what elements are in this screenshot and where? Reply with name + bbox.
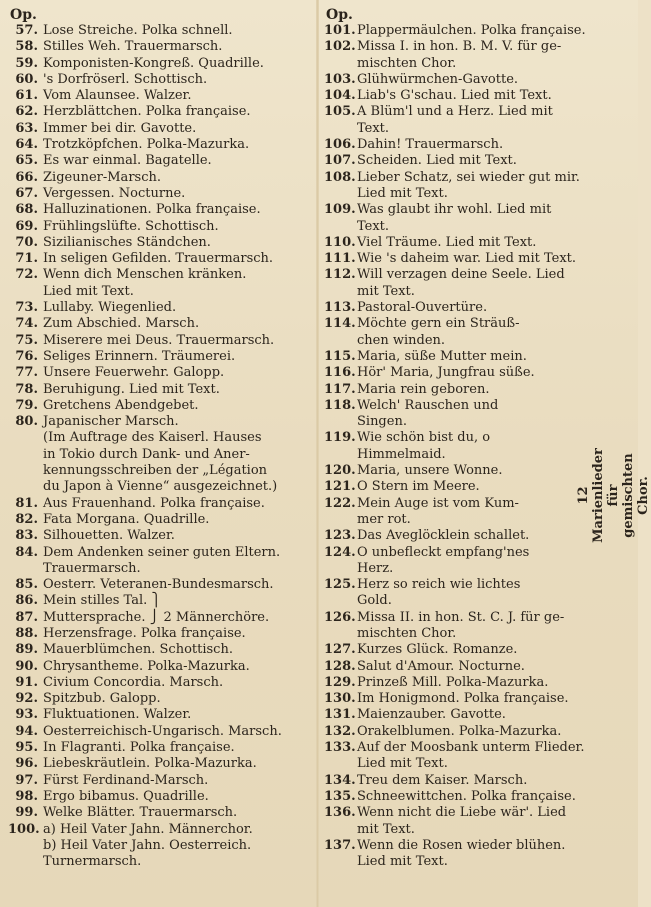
opus-title: Liebeskräutlein. Polka-Mazurka. — [43, 756, 257, 772]
opus-number: 95. — [15, 740, 38, 756]
column-divider — [316, 0, 319, 907]
opus-number: 73. — [15, 300, 38, 316]
opus-number: 135. — [324, 788, 356, 804]
opus-entry — [8, 316, 314, 332]
left-column — [8, 8, 314, 870]
opus-entry — [324, 740, 620, 773]
opus-entry — [8, 104, 314, 120]
opus-title: Herz so reich wie lichtes Gold. — [357, 577, 521, 609]
opus-number: 100. — [8, 821, 40, 837]
opus-title: Stilles Weh. Trauermarsch. — [43, 39, 223, 55]
opus-title: Sizilianisches Ständchen. — [43, 234, 211, 250]
opus-number: 125. — [324, 577, 356, 593]
opus-entry — [8, 822, 314, 871]
opus-title: Zigeuner-Marsch. — [43, 169, 161, 185]
opus-number: 127. — [324, 642, 356, 658]
opus-title: Maria, süße Mutter mein. — [357, 348, 527, 364]
opus-number: 72. — [15, 267, 38, 283]
opus-entry — [8, 349, 314, 365]
opus-entry — [8, 756, 314, 772]
opus-number: 133. — [324, 740, 356, 756]
opus-title: Unsere Feuerwehr. Galopp. — [43, 365, 225, 381]
opus-entry — [324, 300, 620, 316]
opus-number: 87. — [15, 609, 38, 625]
opus-title: Plappermäulchen. Polka française. — [357, 23, 586, 38]
opus-entry — [8, 121, 314, 137]
opus-entry — [8, 773, 314, 789]
opus-title: In Flagranti. Polka française. — [43, 740, 235, 756]
opus-number: 97. — [15, 772, 38, 788]
opus-entry — [8, 235, 314, 251]
opus-number: 120. — [324, 463, 356, 479]
opus-entry — [324, 137, 620, 153]
opus-number: 77. — [15, 365, 38, 381]
opus-entry — [8, 414, 314, 495]
opus-title: O Stern im Meere. — [357, 479, 480, 495]
opus-number: 99. — [15, 805, 38, 821]
opus-entry — [8, 186, 314, 202]
opus-entry — [8, 39, 314, 55]
opus-entry — [324, 267, 620, 300]
opus-title: Wenn dich Menschen kränken. Lied mit Text. — [43, 267, 247, 299]
opus-list-right — [324, 23, 620, 870]
opus-number: 111. — [324, 251, 356, 267]
opus-title: Seliges Erinnern. Träumerei. — [43, 348, 236, 364]
opus-title: Civium Concordia. Marsch. — [43, 674, 224, 690]
right-column — [324, 8, 620, 870]
opus-entry — [324, 610, 620, 643]
opus-title: Treu dem Kaiser. Marsch. — [357, 772, 528, 788]
opus-entry — [8, 153, 314, 169]
opus-number: 57. — [15, 23, 38, 38]
opus-entry — [324, 675, 620, 691]
side-note-text: 12 Marienlieder für gemischten Chor. — [575, 447, 651, 543]
opus-entry — [8, 72, 314, 88]
opus-number: 58. — [15, 39, 38, 55]
opus-number: 74. — [15, 316, 38, 332]
opus-entry — [8, 202, 314, 218]
opus-entry — [8, 398, 314, 414]
opus-entry — [8, 137, 314, 153]
opus-entry — [324, 789, 620, 805]
opus-entry — [8, 577, 314, 593]
opus-title: Salut d'Amour. Nocturne. — [357, 658, 525, 674]
opus-number: 104. — [324, 88, 356, 104]
opus-number: 94. — [15, 723, 38, 739]
opus-number: 92. — [15, 691, 38, 707]
opus-number: 90. — [15, 658, 38, 674]
opus-title: Was glaubt ihr wohl. Lied mit Text. — [357, 202, 552, 234]
opus-number: 105. — [324, 104, 356, 120]
opus-entry — [324, 659, 620, 675]
opus-number: 78. — [15, 381, 38, 397]
opus-number: 91. — [15, 674, 38, 690]
opus-number: 69. — [15, 218, 38, 234]
opus-number: 103. — [324, 71, 356, 87]
opus-number: 93. — [15, 707, 38, 723]
opus-number: 68. — [15, 202, 38, 218]
opus-number: 102. — [324, 39, 356, 55]
opus-number: 110. — [324, 234, 356, 250]
opus-title: Wie schön bist du, o Himmelmaid. — [357, 430, 491, 462]
opus-number: 123. — [324, 528, 356, 544]
opus-title: Lose Streiche. Polka schnell. — [43, 23, 233, 38]
opus-title: Glühwürmchen-Gavotte. — [357, 71, 519, 87]
opus-number: 60. — [15, 71, 38, 87]
opus-entry — [324, 39, 620, 72]
opus-entry — [8, 805, 314, 821]
opus-entry — [324, 251, 620, 267]
opus-entry — [8, 675, 314, 691]
opus-entry — [324, 398, 620, 431]
opus-number: 70. — [15, 234, 38, 250]
opus-entry — [324, 838, 620, 871]
opus-title: Welke Blätter. Trauermarsch. — [43, 805, 238, 821]
opus-number: 75. — [15, 332, 38, 348]
opus-number: 121. — [324, 479, 356, 495]
opus-entry — [324, 349, 620, 365]
opus-title: Viel Träume. Lied mit Text. — [357, 234, 537, 250]
opus-title: Chrysantheme. Polka-Mazurka. — [43, 658, 250, 674]
opus-entry — [8, 545, 314, 578]
opus-title: Mein Auge ist vom Kum- mer rot. — [357, 495, 519, 527]
opus-number: 130. — [324, 691, 356, 707]
opus-number: 112. — [324, 267, 356, 283]
opus-entry — [8, 740, 314, 756]
opus-number: 128. — [324, 658, 356, 674]
opus-number: 61. — [15, 88, 38, 104]
opus-title: Silhouetten. Walzer. — [43, 528, 175, 544]
opus-entry — [8, 88, 314, 104]
opus-number: 108. — [324, 169, 356, 185]
opus-entry — [324, 104, 620, 137]
opus-entry — [324, 707, 620, 723]
opus-entry — [8, 382, 314, 398]
opus-entry — [324, 724, 620, 740]
opus-entry — [324, 153, 620, 169]
opus-title: Halluzinationen. Polka française. — [43, 202, 261, 218]
opus-list-left — [8, 23, 314, 870]
opus-title: Orakelblumen. Polka-Mazurka. — [357, 723, 562, 739]
opus-entry — [324, 170, 620, 203]
opus-title: Trotzköpfchen. Polka-Mazurka. — [43, 137, 250, 153]
opus-title: Lullaby. Wiegenlied. — [43, 300, 177, 316]
opus-entry — [8, 610, 314, 626]
opus-entry — [8, 219, 314, 235]
opus-number: 132. — [324, 723, 356, 739]
opus-number: 131. — [324, 707, 356, 723]
opus-entry — [8, 642, 314, 658]
opus-entry — [8, 691, 314, 707]
opus-number: 86. — [15, 593, 38, 609]
opus-entry — [8, 707, 314, 723]
opus-entry — [8, 23, 314, 39]
opus-number: 76. — [15, 348, 38, 364]
opus-entry — [324, 382, 620, 398]
opus-title: Vergessen. Nocturne. — [43, 185, 186, 201]
opus-title: Frühlingslüfte. Schottisch. — [43, 218, 219, 234]
opus-entry — [8, 496, 314, 512]
opus-title: Immer bei dir. Gavotte. — [43, 120, 197, 136]
opus-title: Beruhigung. Lied mit Text. — [43, 381, 220, 397]
opus-number: 129. — [324, 674, 356, 690]
opus-number: 115. — [324, 348, 356, 364]
opus-header-right: Op. — [326, 7, 353, 23]
opus-entry — [324, 773, 620, 789]
opus-entry — [8, 365, 314, 381]
opus-number: 122. — [324, 495, 356, 511]
opus-entry — [8, 789, 314, 805]
opus-title: Gretchens Abendgebet. — [43, 397, 199, 413]
opus-title: Miserere mei Deus. Trauermarsch. — [43, 332, 275, 348]
opus-number: 63. — [15, 120, 38, 136]
opus-title: Welch' Rauschen und Singen. — [357, 397, 499, 430]
opus-title: Pastoral-Ouvertüre. — [357, 300, 488, 316]
opus-number: 59. — [15, 55, 38, 71]
opus-entry — [8, 300, 314, 316]
opus-number: 119. — [324, 430, 356, 446]
opus-number: 71. — [15, 251, 38, 267]
marienlieder-side-note — [575, 380, 651, 610]
opus-number: 79. — [15, 397, 38, 413]
opus-number: 65. — [15, 153, 38, 169]
opus-entry — [324, 202, 620, 235]
opus-entry — [8, 659, 314, 675]
opus-number: 137. — [324, 837, 356, 853]
opus-title: Es war einmal. Bagatelle. — [43, 153, 212, 169]
opus-title: Wie 's daheim war. Lied mit Text. — [357, 251, 577, 267]
opus-title: A Blüm'l und a Herz. Lied mit Text. — [357, 104, 553, 136]
opus-number: 67. — [15, 185, 38, 201]
opus-title: Liab's G'schau. Lied mit Text. — [357, 88, 552, 104]
opus-title: Mauerblümchen. Schottisch. — [43, 642, 233, 658]
opus-number: 83. — [15, 528, 38, 544]
opus-entry — [8, 251, 314, 267]
opus-number: 113. — [324, 300, 356, 316]
opus-title: Kurzes Glück. Romanze. — [357, 642, 518, 658]
opus-number: 81. — [15, 495, 38, 511]
opus-entry — [8, 626, 314, 642]
opus-entry — [324, 235, 620, 251]
opus-title: Oesterreichisch-Ungarisch. Marsch. — [43, 723, 282, 739]
opus-number: 85. — [15, 577, 38, 593]
opus-entry — [8, 512, 314, 528]
opus-title: a) Heil Vater Jahn. Männerchor. b) Heil Vater Jahn. Oesterreich. Turnermarsch. — [43, 821, 253, 870]
opus-entry — [8, 724, 314, 740]
opus-title: Fürst Ferdinand-Marsch. — [43, 772, 209, 788]
opus-title: Spitzbub. Galopp. — [43, 691, 161, 707]
opus-number: 98. — [15, 788, 38, 804]
opus-entry — [324, 365, 620, 381]
opus-title: Komponisten-Kongreß. Quadrille. — [43, 55, 264, 71]
opus-title: Ergo bibamus. Quadrille. — [43, 788, 209, 804]
opus-entry — [324, 316, 620, 349]
opus-entry — [8, 333, 314, 349]
opus-number: 116. — [324, 365, 356, 381]
opus-title: Zum Abschied. Marsch. — [43, 316, 200, 332]
opus-number: 126. — [324, 609, 356, 625]
opus-entry — [324, 545, 620, 578]
opus-title: Herzblättchen. Polka française. — [43, 104, 251, 120]
opus-number: 62. — [15, 104, 38, 120]
opus-title: Mein stilles Tal. ⎫ — [43, 593, 162, 609]
opus-number: 84. — [15, 544, 38, 560]
opus-entry — [324, 23, 620, 39]
opus-title: Maienzauber. Gavotte. — [357, 707, 506, 723]
opus-title: Lieber Schatz, sei wieder gut mir. Lied mit Text. — [357, 169, 580, 201]
opus-header-left: Op. — [10, 7, 37, 23]
opus-title: Dahin! Trauermarsch. — [357, 137, 504, 153]
opus-number: 80. — [15, 414, 38, 430]
opus-entry — [324, 88, 620, 104]
opus-entry — [8, 170, 314, 186]
opus-number: 117. — [324, 381, 356, 397]
opus-title: In seligen Gefilden. Trauermarsch. — [43, 251, 274, 267]
opus-entry — [8, 56, 314, 72]
opus-title: Japanischer Marsch. (Im Auftrage des Kaiserl. Hauses in Tokio durch Dank- und Aner- kennungsschreiben der „Légation du Japon à Vienne“ ausgezeichnet.) — [43, 414, 278, 495]
opus-title: Scheiden. Lied mit Text. — [357, 153, 517, 169]
opus-number: 96. — [15, 756, 38, 772]
opus-entry — [324, 577, 620, 610]
opus-entry — [324, 642, 620, 658]
opus-number: 107. — [324, 153, 356, 169]
opus-number: 118. — [324, 397, 356, 413]
opus-number: 66. — [15, 169, 38, 185]
opus-number: 88. — [15, 625, 38, 641]
opus-title: Wenn nicht die Liebe wär'. Lied mit Text. — [357, 805, 567, 837]
opus-title: Prinzeß Mill. Polka-Mazurka. — [357, 674, 549, 690]
opus-number: 109. — [324, 202, 356, 218]
opus-number: 114. — [324, 316, 356, 332]
opus-title: Fluktuationen. Walzer. — [43, 707, 192, 723]
opus-number: 89. — [15, 642, 38, 658]
opus-title: Will verzagen deine Seele. Lied mit Text. — [357, 267, 565, 299]
opus-title: Auf der Moosbank unterm Flieder. Lied mit Text. — [357, 740, 585, 772]
opus-title: Möchte gern ein Sträuß- chen winden. — [357, 316, 520, 348]
opus-number: 106. — [324, 137, 356, 153]
opus-entry — [8, 267, 314, 300]
opus-title: Herzensfrage. Polka française. — [43, 625, 246, 641]
opus-entry — [324, 691, 620, 707]
opus-entry — [324, 805, 620, 838]
opus-title: Missa II. in hon. St. C. J. für ge- mischten Chor. — [357, 609, 565, 641]
opus-entry — [324, 72, 620, 88]
opus-number: 136. — [324, 805, 356, 821]
opus-title: Hör' Maria, Jungfrau süße. — [357, 365, 535, 381]
opus-number: 64. — [15, 137, 38, 153]
opus-title: Wenn die Rosen wieder blühen. Lied mit Text. — [357, 837, 566, 870]
opus-title: O unbefleckt empfang'nes Herz. — [357, 544, 530, 576]
opus-title: Maria, unsere Wonne. — [357, 463, 503, 479]
opus-title: Oesterr. Veteranen-Bundesmarsch. — [43, 577, 274, 593]
opus-number: 101. — [324, 23, 356, 38]
opus-number: 134. — [324, 772, 356, 788]
opus-title: Das Aveglöcklein schallet. — [357, 528, 530, 544]
opus-entry — [8, 528, 314, 544]
opus-title: Dem Andenken seiner guten Eltern. Trauermarsch. — [43, 544, 281, 576]
opus-title: Maria rein geboren. — [357, 381, 490, 397]
opus-entry — [8, 593, 314, 609]
opus-title: Vom Alaunsee. Walzer. — [43, 88, 192, 104]
opus-title: Aus Frauenhand. Polka française. — [43, 495, 265, 511]
opus-title: Im Honigmond. Polka française. — [357, 691, 569, 707]
opus-title: Fata Morgana. Quadrille. — [43, 511, 210, 527]
opus-number: 82. — [15, 511, 38, 527]
opus-title: 's Dorfröserl. Schottisch. — [43, 71, 208, 87]
opus-number: 124. — [324, 544, 356, 560]
opus-title: Schneewittchen. Polka française. — [357, 788, 576, 804]
opus-title: Muttersprache. ⎭ 2 Männerchöre. — [43, 609, 270, 625]
opus-title: Missa I. in hon. B. M. V. für ge- mischten Chor. — [357, 39, 562, 71]
